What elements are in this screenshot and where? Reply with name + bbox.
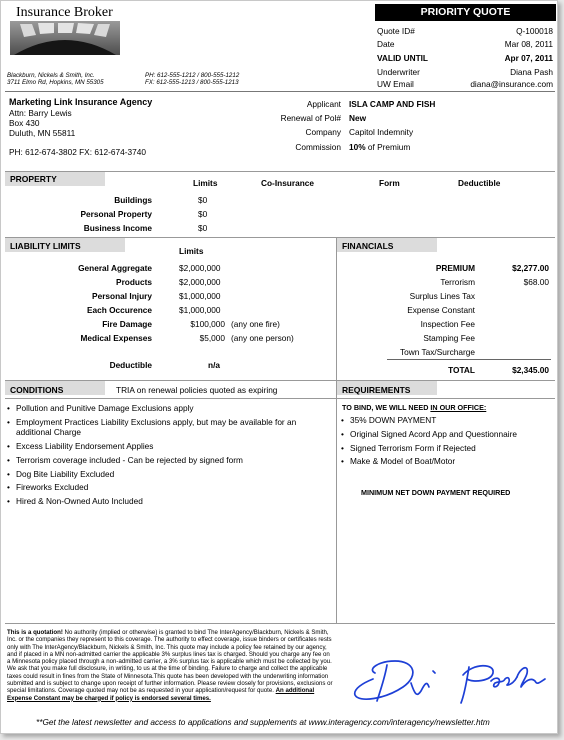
underwriter-label: Underwriter: [377, 67, 420, 77]
requirements-intro-prefix: TO BIND, WE WILL NEED: [342, 403, 431, 412]
conditions-item: • Hired & Non-Owned Auto Included: [7, 496, 303, 507]
requirements-item: • Signed Terrorism Form if Rejected: [341, 443, 553, 454]
liability-row-label: Fire Damage: [102, 319, 152, 329]
liability-row-value: $1,000,000: [179, 305, 221, 315]
conditions-item: • Pollution and Punitive Damage Exclusions apply: [7, 403, 303, 414]
property-row-label: Business Income: [83, 223, 152, 233]
requirements-list: [341, 415, 553, 470]
agency-box: Box 430: [9, 118, 40, 128]
conditions-item: • Dog Bite Liability Excluded: [7, 469, 303, 480]
liability-row-value: $100,000: [190, 319, 225, 329]
liability-row-label: Products: [116, 277, 152, 287]
agency-phone-fax: PH: 612-674-3802 FX: 612-674-3740: [9, 147, 146, 157]
financial-item-label: Expense Constant: [407, 305, 475, 315]
commission-suffix: of Premium: [365, 142, 411, 152]
financial-item-value: $68.00: [523, 277, 549, 287]
liability-row-note: (any one fire): [231, 319, 280, 329]
property-row-label: Buildings: [114, 195, 152, 205]
agency-name: Marketing Link Insurance Agency: [9, 97, 153, 107]
property-title: PROPERTY: [10, 174, 57, 184]
conditions-list: [7, 403, 303, 510]
conditions-item: • Excess Liability Endorsement Applies: [7, 441, 303, 452]
property-coinsurance-header: Co-Insurance: [261, 178, 315, 188]
minimum-down-payment: MINIMUM NET DOWN PAYMENT REQUIRED: [361, 488, 511, 497]
property-deductible-header: Deductible: [458, 178, 501, 188]
liability-deductible-value: n/a: [208, 360, 220, 370]
conditions-item: • Terrorism coverage included - Can be rejected by signed form: [7, 455, 303, 466]
requirements-item: • Make & Model of Boat/Motor: [341, 456, 553, 467]
requirements-intro: [342, 403, 486, 412]
conditions-note: TRIA on renewal policies quoted as expiring: [116, 385, 278, 395]
company-address-line2: 3711 Elmo Rd, Hopkins, MN 55305: [7, 79, 104, 86]
commission-pct: 10%: [349, 142, 366, 152]
financials-title: FINANCIALS: [342, 241, 394, 251]
disclaimer-lead: This is a quotation!: [7, 629, 63, 636]
requirements-intro-underlined: IN OUR OFFICE:: [430, 403, 487, 412]
quote-title-bar: PRIORITY QUOTE: [375, 4, 556, 21]
conditions-item: • Employment Practices Liability Exclusions apply, but may be available for an additional Charge: [7, 417, 303, 438]
property-form-header: Form: [379, 178, 400, 188]
premium-value: $2,277.00: [512, 263, 549, 273]
property-row-limit: $0: [198, 223, 208, 233]
commission-value: [349, 142, 410, 152]
liability-row-label: Each Occurence: [86, 305, 152, 315]
financial-item-label: Town Tax/Surcharge: [399, 347, 475, 357]
quotation-disclaimer: [7, 629, 333, 702]
valid-until-label: VALID UNTIL: [377, 53, 429, 63]
property-row-limit: $0: [198, 195, 208, 205]
quote-id-label: Quote ID#: [377, 26, 415, 36]
property-row-limit: $0: [198, 209, 208, 219]
total-value: $2,345.00: [512, 365, 549, 375]
quote-id-value: Q-100018: [516, 26, 553, 36]
liability-row-value: $2,000,000: [179, 263, 221, 273]
company-logo-icon: [10, 21, 120, 55]
commission-label: Commission: [295, 142, 341, 152]
liability-row-label: General Aggregate: [78, 263, 152, 273]
financial-item-label: Stamping Fee: [423, 333, 475, 343]
uw-email-label: UW Email: [377, 79, 414, 89]
company-address-line1: Blackburn, Nickels & Smith, Inc.: [7, 72, 95, 79]
agency-city: Duluth, MN 55811: [9, 128, 76, 138]
renewal-value: New: [349, 113, 367, 123]
company-label: Company: [305, 127, 341, 137]
underwriter-signature: [345, 651, 551, 707]
underwriter-value: Diana Pash: [510, 67, 553, 77]
company-phone: PH: 612-555-1212 / 800-555-1212: [145, 72, 240, 79]
applicant-label: Applicant: [306, 99, 341, 109]
financial-item-label: Terrorism: [440, 277, 475, 287]
conditions-title: CONDITIONS: [10, 385, 64, 395]
uw-email-value: diana@insurance.com: [470, 79, 553, 89]
applicant-value: ISLA CAMP AND FISH: [349, 99, 436, 109]
liability-row-label: Medical Expenses: [80, 333, 152, 343]
company-value: Capitol Indemnity: [349, 127, 414, 137]
conditions-item: • Fireworks Excluded: [7, 482, 303, 493]
disclaimer-body: No authority (implied or otherwise) is granted to bind The InterAgency/Blackburn, Nickels & Smith, Inc. or the companies they represent to this coverage. The authority to effect coverage, issue binders or certificates rests only with The InterAgency/Blackburn, Nickels & Smith, Inc. This quote may include a policy fee retained by our agency, and if placed in a MN non-admitted carrier the applicable 3% surplus lines tax is charged. Should you charge any fee on a Minnesota policy placed through a non-admitted carrier, a 3% surplus tax is applicable which must be collected by you. We ask that you make full disclosure, in writing, to us at the time of binding. Failure to charge and collect the applicable taxes could result in fines from the State of Minnesota.This quote has been developed with the underwriting information submitted and is subject to change upon receipt of further information. Please review closely for provisions, exclusions or special limitations. Coverage quoted may not be as requested in your application/request for quote.: [7, 629, 333, 695]
total-label: TOTAL: [448, 365, 475, 375]
disclaimer-tail: An additional Expense Constant may be charged if policy is endorsed several times.: [7, 687, 315, 702]
liability-deductible-label: Deductible: [109, 360, 152, 370]
valid-until-value: Apr 07, 2011: [504, 53, 553, 63]
requirements-title: REQUIREMENTS: [342, 385, 411, 395]
agency-attn: Attn: Barry Lewis: [9, 108, 72, 118]
liability-limits-header: Limits: [179, 246, 204, 256]
quote-date-label: Date: [377, 39, 395, 49]
financial-item-label: Inspection Fee: [420, 319, 475, 329]
liability-row-value: $2,000,000: [179, 277, 221, 287]
requirements-item: • 35% DOWN PAYMENT: [341, 415, 553, 426]
liability-row-note: (any one person): [231, 333, 294, 343]
liability-row-label: Personal Injury: [92, 291, 152, 301]
renewal-label: Renewal of Pol#: [280, 113, 341, 123]
liability-row-value: $5,000: [199, 333, 225, 343]
quote-date-value: Mar 08, 2011: [504, 39, 553, 49]
premium-label: PREMIUM: [435, 263, 475, 273]
company-fax: FX: 612-555-1213 / 800-555-1213: [145, 79, 239, 86]
footer-newsletter: **Get the latest newsletter and access to applications and supplements at www.interagency.com/interagency/newsletter.htm: [36, 717, 490, 727]
property-limits-header: Limits: [193, 178, 218, 188]
liability-title: LIABILITY LIMITS: [10, 241, 81, 251]
property-row-label: Personal Property: [80, 209, 152, 219]
financial-item-label: Surplus Lines Tax: [409, 291, 475, 301]
liability-row-value: $1,000,000: [179, 291, 221, 301]
requirements-item: • Original Signed Acord App and Questionnaire: [341, 429, 553, 440]
company-logo-text: Insurance Broker: [16, 5, 113, 20]
